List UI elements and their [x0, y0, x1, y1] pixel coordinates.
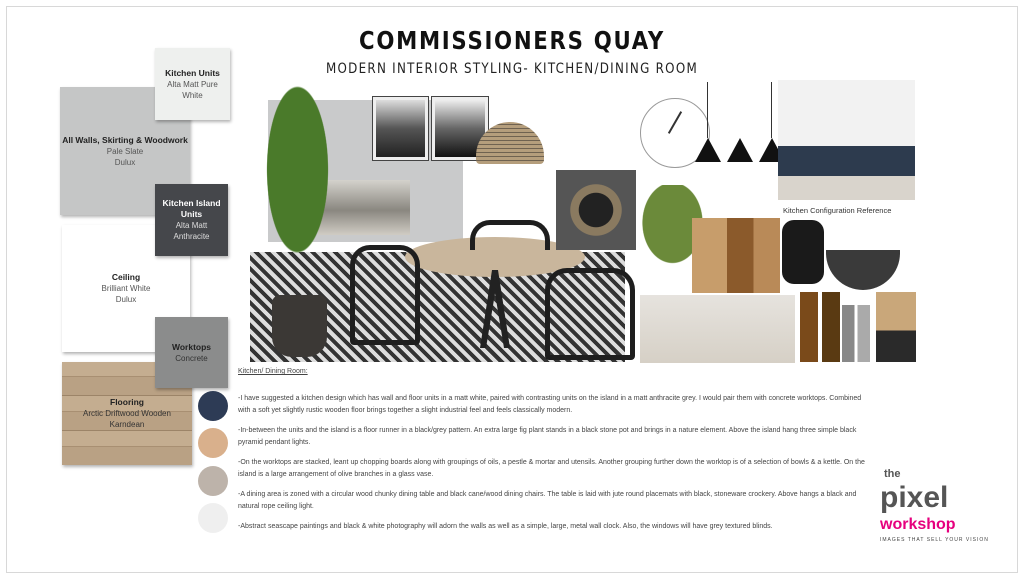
swatch-island-units: [155, 184, 228, 256]
swatch-line: Concrete: [175, 353, 208, 363]
swatch-line: Anthracite: [173, 232, 210, 241]
page-subtitle: MODERN INTERIOR STYLING- KITCHEN/DINING ROOM: [325, 61, 699, 77]
description-heading: Kitchen/ Dining Room:: [238, 368, 308, 375]
swatch-line: Brilliant White: [101, 284, 151, 293]
palette-greige: [198, 466, 228, 496]
swatch-title: Kitchen Island Units: [162, 198, 221, 219]
logo-tagline: IMAGES THAT SELL YOUR VISION: [880, 537, 989, 543]
description-paragraph: -In-between the units and the island is a floor runner in a black/grey pattern. An extra large fig plant stands in a black stone pot and brings in a nature element. Above the island hang three simple black pyramid pendant lights.: [238, 426, 857, 446]
kitchen-reference-caption: Kitchen Configuration Reference: [783, 206, 892, 215]
palette-navy: [198, 391, 228, 421]
palette-tan: [198, 428, 228, 458]
stone-pot: [272, 295, 327, 357]
description-paragraph: -Abstract seascape paintings and black & white photography will adorn the walls as well as a simple, large, metal wall clock. Also, the windows will have grey textured blinds.: [238, 522, 773, 530]
description-paragraph: -On the worktops are stacked, leant up chopping boards along with groupings of oils, a pestle & mortar and utensils. Another grouping further down the worktop is of a selection of bowls & a kettle. On the island is a large arrangement of olive branches in a glass vase.: [238, 458, 865, 478]
dining-chair-back: [470, 220, 550, 250]
kettle: [782, 220, 824, 284]
description-paragraph: -A dining area is zoned with a circular wood chunky dining table and black cane/wood dining chairs. The table is laid with jute round placemats with black, stoneware crockery. Above hangs a black and natural rope ceiling light.: [238, 490, 857, 510]
swatch-line: Pale Slate: [106, 146, 144, 156]
swatch-line: Dulux: [115, 295, 137, 304]
dining-chair-left: [350, 245, 420, 345]
description-paragraph: -I have suggested a kitchen design which has wall and floor units in a matt white, paired with contrasting units on the island in a matt anthracite grey. I would pair them with concrete worktops. Combined with a soft yet slightly rustic wooden floor brings together a slight industrial feel and feels classically modern.: [238, 394, 862, 414]
fig-plant: [250, 84, 345, 298]
swatch-line: Dulux: [114, 157, 136, 167]
swatch-line: White: [182, 90, 203, 100]
pendant-cords: [707, 82, 772, 138]
description: [238, 366, 868, 540]
swatch-title: Kitchen Units: [165, 67, 220, 78]
swatch-line: Karndean: [109, 420, 145, 429]
swatch-line: Alta Matt: [175, 221, 208, 230]
salt-pepper-grinders: [842, 305, 870, 362]
kitchen-reference-photo: [778, 80, 915, 200]
utensil-pot: [876, 292, 916, 362]
swatch-title: Ceiling: [111, 272, 141, 282]
pixel-workshop-logo: [880, 468, 1010, 544]
swatch-worktops: [155, 317, 228, 388]
swatch-line: Arctic Driftwood Wooden: [83, 409, 171, 418]
swatch-title: Worktops: [171, 341, 212, 352]
swatch-title: Flooring: [110, 397, 144, 407]
palette-white: [198, 503, 228, 533]
worktop-accessories-photo: [640, 295, 795, 363]
logo-the: the: [884, 468, 901, 480]
chopping-boards: [692, 218, 780, 293]
bw-photo-1: [373, 97, 428, 160]
swatch-kitchen-units: [155, 48, 230, 120]
oil-bottles: [800, 292, 840, 362]
swatch-line: Alta Matt Pure: [167, 79, 218, 89]
page-title: COMMISSIONERS QUAY: [359, 26, 665, 55]
swatch-title: All Walls, Skirting & Woodwork: [62, 134, 188, 145]
logo-workshop: workshop: [880, 516, 956, 533]
logo-pixel: pixel: [880, 481, 949, 514]
